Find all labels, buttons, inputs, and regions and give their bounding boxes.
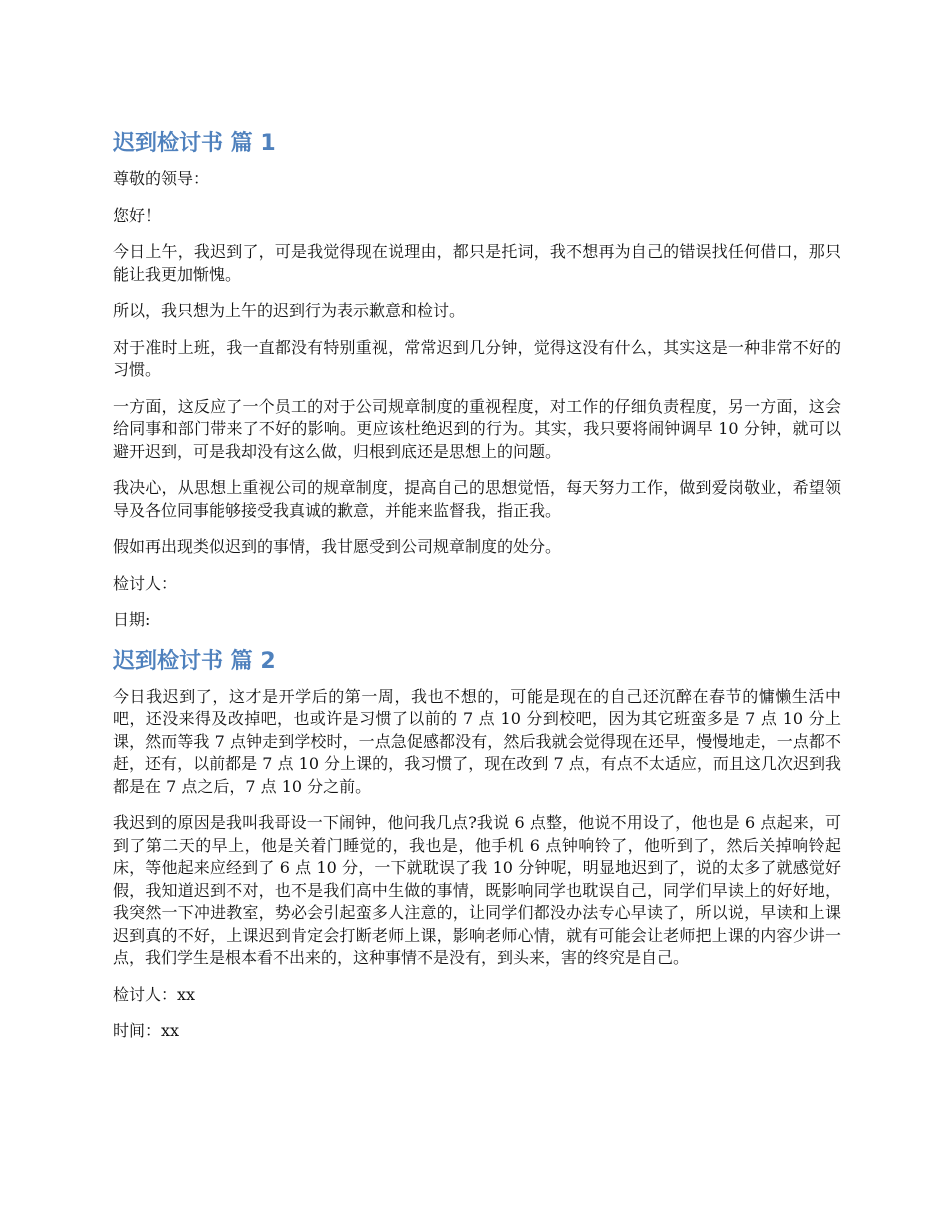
body-paragraph: 假如再出现类似迟到的事情，我甘愿受到公司规章制度的处分。 — [113, 537, 562, 556]
body-paragraph: 今日我迟到了，这才是开学后的第一周，我也不想的，可能是现在的自己还沉醉在春节的慵懒生活中吧，还没来得及改掉吧，也或许是习惯了以前的 7 点 10 分到校吧，因为其它班蛮多是 7 点 10 分上课，然而等我 7 点钟走到学校时，一点急促感都没有，然后我就会觉得现在还早，慢慢地走，一点都不赶，还有，以前都是 7 点 10 分上课的，我习惯了，现在改到 7 点，有点不太适应，而且这几次迟到我都是在 7 点之后，7 点 10 分之前。 — [113, 686, 841, 796]
signature-line: 检讨人：xx — [113, 984, 196, 1004]
body-paragraph: 所以，我只想为上午的迟到行为表示歉意和检讨。 — [113, 301, 466, 320]
time-line: 时间：xx — [113, 1021, 180, 1040]
body-paragraph: 今日上午，我迟到了，可是我觉得现在说理由，都只是托词，我不想再为自己的错误找任何借口，那只能让我更加惭愧。 — [113, 242, 841, 284]
section-title-2: 迟到检讨书 篇 2 — [113, 648, 276, 674]
greeting: 您好！ — [113, 205, 162, 225]
body-paragraph: 我决心，从思想上重视公司的规章制度，提高自己的思想觉悟，每天努力工作，做到爱岗敬业，希望领导及各位同事能够接受我真诚的歉意，并能来监督我，指正我。 — [113, 478, 841, 520]
date-line: 日期: — [113, 610, 151, 629]
salutation: 尊敬的领导： — [113, 169, 210, 188]
body-paragraph: 我迟到的原因是我叫我哥设一下闹钟，他问我几点?我说 6 点整，他说不用设了，他也是 6 点起来，可到了第二天的早上，他是关着门睡觉的，我也是，他手机 6 点钟响铃了，他听到了，然后关掉响铃起床，等他起来应经到了 6 点 10 分，一下就耽误了我 10 分钟呢，明显地迟到了，说的太多了就感觉好假，我知道迟到不对，也不是我们高中生做的事情，既影响同学也耽误自己，同学们早读上的好好地，我突然一下冲进教室，势必会引起蛮多人注意的，让同学们都没办法专心早读了，所以说，早读和上课迟到真的不好，上课迟到肯定会打断老师上课，影响老师心情，就有可能会让老师把上课的内容少讲一点，我们学生是根本看不出来的，这种事情不是没有，到头来，害的终究是自己。 — [113, 813, 841, 967]
document-page — [113, 128, 841, 1057]
body-paragraph: 对于准时上班，我一直都没有特别重视，常常迟到几分钟，觉得这没有什么，其实这是一种非常不好的习惯。 — [113, 337, 841, 379]
section-title-1: 迟到检讨书 篇 1 — [113, 131, 276, 156]
signature-line: 检讨人： — [113, 573, 178, 593]
body-paragraph: 一方面，这反应了一个员工的对于公司规章制度的重视程度，对工作的仔细负责程度，另一方面，这会给同事和部门带来了不好的影响。更应该杜绝迟到的行为。其实，我只要将闹钟调早 10 分钟，就可以避开迟到，可是我却没有这么做，归根到底还是思想上的问题。 — [113, 396, 841, 461]
